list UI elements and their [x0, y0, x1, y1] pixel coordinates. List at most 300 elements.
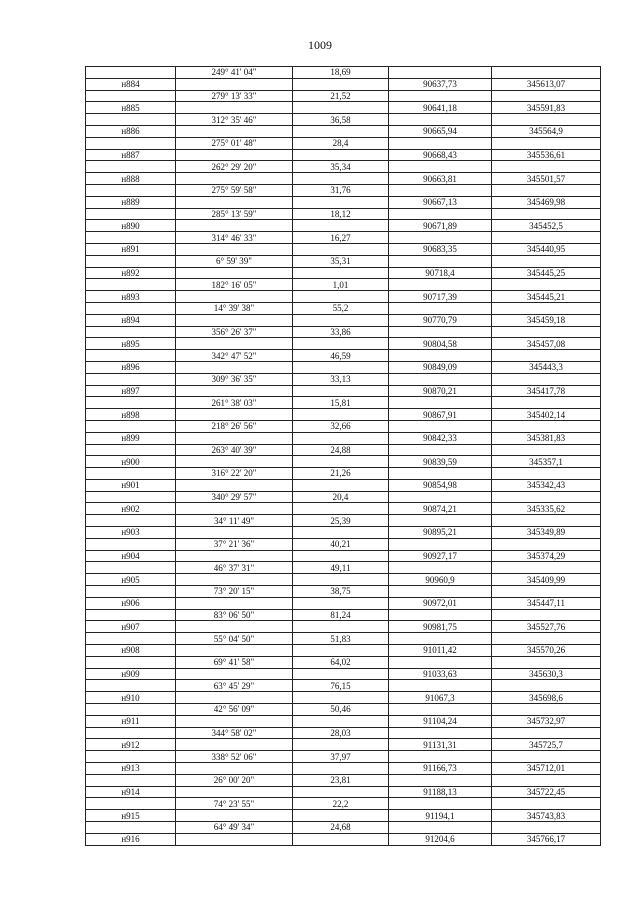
distance-cell: 33,86: [293, 326, 389, 338]
empty-cell: [293, 78, 389, 90]
x-coordinate-cell: 90668,43: [389, 149, 492, 161]
distance-cell: 21,52: [293, 90, 389, 102]
empty-cell: [492, 397, 601, 409]
distance-cell: 81,24: [293, 609, 389, 621]
empty-cell: [293, 314, 389, 326]
empty-cell: [86, 538, 176, 550]
segment-row: [86, 656, 601, 668]
segment-row: [86, 373, 601, 385]
empty-cell: [389, 633, 492, 645]
direction-angle-cell: 285° 13' 59": [176, 208, 293, 220]
point-name-cell: н903: [86, 527, 176, 539]
empty-cell: [86, 774, 176, 786]
x-coordinate-cell: 90867,91: [389, 409, 492, 421]
empty-cell: [176, 102, 293, 114]
empty-cell: [176, 243, 293, 255]
x-coordinate-cell: 90637,73: [389, 78, 492, 90]
empty-cell: [293, 456, 389, 468]
empty-cell: [293, 645, 389, 657]
empty-cell: [176, 597, 293, 609]
empty-cell: [293, 574, 389, 586]
y-coordinate-cell: 345445,25: [492, 267, 601, 279]
empty-cell: [293, 220, 389, 232]
x-coordinate-cell: 90981,75: [389, 621, 492, 633]
empty-cell: [293, 810, 389, 822]
direction-angle-cell: 356° 26' 37": [176, 326, 293, 338]
y-coordinate-cell: 345381,83: [492, 432, 601, 444]
point-name-cell: н904: [86, 550, 176, 562]
direction-angle-cell: 55° 04' 50": [176, 633, 293, 645]
point-row: [86, 291, 601, 303]
empty-cell: [492, 704, 601, 716]
direction-angle-cell: 275° 01' 48": [176, 137, 293, 149]
y-coordinate-cell: 345591,83: [492, 102, 601, 114]
point-row: [86, 574, 601, 586]
direction-angle-cell: 6° 59' 39": [176, 255, 293, 267]
distance-cell: 25,39: [293, 515, 389, 527]
empty-cell: [492, 137, 601, 149]
empty-cell: [176, 78, 293, 90]
empty-cell: [492, 538, 601, 550]
y-coordinate-cell: 345613,07: [492, 78, 601, 90]
point-name-cell: н910: [86, 692, 176, 704]
segment-row: [86, 515, 601, 527]
empty-cell: [176, 692, 293, 704]
direction-angle-cell: 279° 13' 33": [176, 90, 293, 102]
empty-cell: [492, 373, 601, 385]
point-name-cell: н884: [86, 78, 176, 90]
empty-cell: [86, 208, 176, 220]
empty-cell: [176, 432, 293, 444]
y-coordinate-cell: 345536,61: [492, 149, 601, 161]
empty-cell: [176, 173, 293, 185]
y-coordinate-cell: 345630,3: [492, 668, 601, 680]
point-name-cell: н905: [86, 574, 176, 586]
empty-cell: [389, 90, 492, 102]
point-row: [86, 243, 601, 255]
empty-cell: [389, 515, 492, 527]
distance-cell: 35,34: [293, 161, 389, 173]
direction-angle-cell: 261° 38' 03": [176, 397, 293, 409]
point-name-cell: н889: [86, 196, 176, 208]
segment-row: [86, 397, 601, 409]
segment-row: [86, 538, 601, 550]
x-coordinate-cell: 90874,21: [389, 503, 492, 515]
empty-cell: [293, 432, 389, 444]
empty-cell: [293, 786, 389, 798]
empty-cell: [389, 609, 492, 621]
empty-cell: [86, 751, 176, 763]
distance-cell: 16,27: [293, 232, 389, 244]
distance-cell: 23,81: [293, 774, 389, 786]
segment-row: [86, 184, 601, 196]
distance-cell: 37,97: [293, 751, 389, 763]
point-row: [86, 645, 601, 657]
direction-angle-cell: 263° 40' 39": [176, 444, 293, 456]
point-row: [86, 668, 601, 680]
point-row: [86, 527, 601, 539]
empty-cell: [389, 255, 492, 267]
distance-cell: 51,83: [293, 633, 389, 645]
x-coordinate-cell: 90895,21: [389, 527, 492, 539]
empty-cell: [293, 597, 389, 609]
y-coordinate-cell: 345743,83: [492, 810, 601, 822]
distance-cell: 31,76: [293, 184, 389, 196]
x-coordinate-cell: 91104,24: [389, 715, 492, 727]
empty-cell: [86, 232, 176, 244]
empty-cell: [293, 833, 389, 845]
y-coordinate-cell: 345457,08: [492, 338, 601, 350]
empty-cell: [86, 609, 176, 621]
empty-cell: [86, 822, 176, 834]
point-row: [86, 173, 601, 185]
empty-cell: [176, 409, 293, 421]
direction-angle-cell: 309° 36' 35": [176, 373, 293, 385]
empty-cell: [86, 161, 176, 173]
x-coordinate-cell: 91166,73: [389, 763, 492, 775]
y-coordinate-cell: 345443,3: [492, 361, 601, 373]
x-coordinate-cell: 90683,35: [389, 243, 492, 255]
empty-cell: [389, 538, 492, 550]
empty-cell: [86, 137, 176, 149]
empty-cell: [176, 739, 293, 751]
empty-cell: [293, 550, 389, 562]
empty-cell: [492, 232, 601, 244]
point-name-cell: н897: [86, 385, 176, 397]
empty-cell: [492, 562, 601, 574]
direction-angle-cell: 46° 37' 31": [176, 562, 293, 574]
direction-angle-cell: 182° 16' 05": [176, 279, 293, 291]
point-name-cell: н885: [86, 102, 176, 114]
empty-cell: [389, 822, 492, 834]
x-coordinate-cell: 90665,94: [389, 125, 492, 137]
direction-angle-cell: 312° 35' 46": [176, 114, 293, 126]
empty-cell: [492, 491, 601, 503]
direction-angle-cell: 262° 29' 20": [176, 161, 293, 173]
distance-cell: 21,26: [293, 468, 389, 480]
point-row: [86, 267, 601, 279]
empty-cell: [492, 633, 601, 645]
y-coordinate-cell: 345452,5: [492, 220, 601, 232]
direction-angle-cell: 34° 11' 49": [176, 515, 293, 527]
empty-cell: [176, 715, 293, 727]
empty-cell: [86, 90, 176, 102]
empty-cell: [86, 326, 176, 338]
empty-cell: [389, 373, 492, 385]
point-name-cell: н894: [86, 314, 176, 326]
y-coordinate-cell: 345564,9: [492, 125, 601, 137]
x-coordinate-cell: 90854,98: [389, 479, 492, 491]
point-name-cell: н916: [86, 833, 176, 845]
segment-row: [86, 562, 601, 574]
point-row: [86, 409, 601, 421]
point-row: [86, 385, 601, 397]
empty-cell: [492, 609, 601, 621]
empty-cell: [86, 468, 176, 480]
y-coordinate-cell: 345447,11: [492, 597, 601, 609]
distance-cell: 22,2: [293, 798, 389, 810]
segment-row: [86, 302, 601, 314]
y-coordinate-cell: 345335,62: [492, 503, 601, 515]
empty-cell: [389, 656, 492, 668]
empty-cell: [492, 774, 601, 786]
x-coordinate-cell: 90671,89: [389, 220, 492, 232]
point-row: [86, 621, 601, 633]
empty-cell: [176, 361, 293, 373]
empty-cell: [293, 243, 389, 255]
distance-cell: 24,68: [293, 822, 389, 834]
empty-cell: [176, 385, 293, 397]
segment-row: [86, 704, 601, 716]
empty-cell: [492, 727, 601, 739]
empty-cell: [176, 621, 293, 633]
segment-row: [86, 633, 601, 645]
empty-cell: [492, 90, 601, 102]
empty-cell: [176, 314, 293, 326]
segment-row: [86, 114, 601, 126]
y-coordinate-cell: 345349,89: [492, 527, 601, 539]
distance-cell: 49,11: [293, 562, 389, 574]
empty-cell: [492, 444, 601, 456]
y-coordinate-cell: 345409,99: [492, 574, 601, 586]
point-row: [86, 833, 601, 845]
point-name-cell: н911: [86, 715, 176, 727]
point-row: [86, 220, 601, 232]
empty-cell: [293, 149, 389, 161]
direction-angle-cell: 316° 22' 20": [176, 468, 293, 480]
empty-cell: [492, 255, 601, 267]
point-name-cell: н892: [86, 267, 176, 279]
point-name-cell: н907: [86, 621, 176, 633]
distance-cell: 55,2: [293, 302, 389, 314]
point-name-cell: н915: [86, 810, 176, 822]
empty-cell: [293, 527, 389, 539]
empty-cell: [86, 515, 176, 527]
point-name-cell: н909: [86, 668, 176, 680]
empty-cell: [86, 444, 176, 456]
distance-cell: 28,4: [293, 137, 389, 149]
empty-cell: [492, 161, 601, 173]
empty-cell: [389, 184, 492, 196]
empty-cell: [293, 196, 389, 208]
point-name-cell: н901: [86, 479, 176, 491]
empty-cell: [492, 586, 601, 598]
empty-cell: [492, 279, 601, 291]
direction-angle-cell: 73° 20' 15": [176, 586, 293, 598]
point-name-cell: н900: [86, 456, 176, 468]
direction-angle-cell: 342° 47' 52": [176, 350, 293, 362]
empty-cell: [389, 727, 492, 739]
empty-cell: [389, 326, 492, 338]
distance-cell: 1,01: [293, 279, 389, 291]
direction-angle-cell: 74° 23' 55": [176, 798, 293, 810]
empty-cell: [492, 420, 601, 432]
segment-row: [86, 137, 601, 149]
point-row: [86, 479, 601, 491]
point-name-cell: н891: [86, 243, 176, 255]
empty-cell: [176, 267, 293, 279]
point-name-cell: н893: [86, 291, 176, 303]
x-coordinate-cell: 90842,33: [389, 432, 492, 444]
point-row: [86, 692, 601, 704]
point-row: [86, 503, 601, 515]
empty-cell: [293, 173, 389, 185]
empty-cell: [176, 550, 293, 562]
empty-cell: [86, 114, 176, 126]
empty-cell: [176, 125, 293, 137]
empty-cell: [176, 149, 293, 161]
point-name-cell: н914: [86, 786, 176, 798]
segment-row: [86, 798, 601, 810]
segment-row: [86, 67, 601, 79]
empty-cell: [86, 562, 176, 574]
point-name-cell: н887: [86, 149, 176, 161]
y-coordinate-cell: 345725,7: [492, 739, 601, 751]
empty-cell: [86, 727, 176, 739]
distance-cell: 50,46: [293, 704, 389, 716]
empty-cell: [86, 397, 176, 409]
empty-cell: [389, 562, 492, 574]
distance-cell: 20,4: [293, 491, 389, 503]
y-coordinate-cell: 345342,43: [492, 479, 601, 491]
empty-cell: [389, 397, 492, 409]
empty-cell: [86, 373, 176, 385]
empty-cell: [293, 621, 389, 633]
empty-cell: [492, 751, 601, 763]
point-name-cell: н895: [86, 338, 176, 350]
point-name-cell: н899: [86, 432, 176, 444]
distance-cell: 64,02: [293, 656, 389, 668]
y-coordinate-cell: 345440,95: [492, 243, 601, 255]
empty-cell: [176, 645, 293, 657]
y-coordinate-cell: 345570,26: [492, 645, 601, 657]
y-coordinate-cell: 345459,18: [492, 314, 601, 326]
segment-row: [86, 751, 601, 763]
x-coordinate-cell: 90717,39: [389, 291, 492, 303]
direction-angle-cell: 69° 41' 58": [176, 656, 293, 668]
empty-cell: [293, 739, 389, 751]
point-row: [86, 78, 601, 90]
point-name-cell: н902: [86, 503, 176, 515]
empty-cell: [176, 291, 293, 303]
distance-cell: 24,88: [293, 444, 389, 456]
distance-cell: 15,81: [293, 397, 389, 409]
y-coordinate-cell: 345766,17: [492, 833, 601, 845]
x-coordinate-cell: 90667,13: [389, 196, 492, 208]
x-coordinate-cell: 90641,18: [389, 102, 492, 114]
empty-cell: [176, 479, 293, 491]
empty-cell: [176, 338, 293, 350]
empty-cell: [492, 350, 601, 362]
point-name-cell: н886: [86, 125, 176, 137]
y-coordinate-cell: 345501,57: [492, 173, 601, 185]
x-coordinate-cell: 90927,17: [389, 550, 492, 562]
direction-angle-cell: 83° 06' 50": [176, 609, 293, 621]
empty-cell: [293, 361, 389, 373]
point-row: [86, 314, 601, 326]
x-coordinate-cell: 91194,1: [389, 810, 492, 822]
segment-row: [86, 774, 601, 786]
segment-row: [86, 161, 601, 173]
point-row: [86, 125, 601, 137]
empty-cell: [492, 680, 601, 692]
empty-cell: [293, 715, 389, 727]
point-row: [86, 361, 601, 373]
y-coordinate-cell: 345712,01: [492, 763, 601, 775]
direction-angle-cell: 314° 46' 33": [176, 232, 293, 244]
x-coordinate-cell: 91033,63: [389, 668, 492, 680]
direction-angle-cell: 344° 58' 02": [176, 727, 293, 739]
empty-cell: [389, 444, 492, 456]
empty-cell: [86, 704, 176, 716]
y-coordinate-cell: 345732,97: [492, 715, 601, 727]
distance-cell: 46,59: [293, 350, 389, 362]
segment-row: [86, 420, 601, 432]
direction-angle-cell: 26° 00' 20": [176, 774, 293, 786]
empty-cell: [389, 137, 492, 149]
empty-cell: [389, 67, 492, 79]
point-row: [86, 810, 601, 822]
direction-angle-cell: 37° 21' 36": [176, 538, 293, 550]
y-coordinate-cell: 345722,45: [492, 786, 601, 798]
empty-cell: [86, 491, 176, 503]
empty-cell: [389, 161, 492, 173]
y-coordinate-cell: 345698,6: [492, 692, 601, 704]
empty-cell: [86, 633, 176, 645]
empty-cell: [492, 468, 601, 480]
empty-cell: [389, 350, 492, 362]
empty-cell: [293, 692, 389, 704]
distance-cell: 76,15: [293, 680, 389, 692]
point-name-cell: н906: [86, 597, 176, 609]
empty-cell: [389, 586, 492, 598]
coordinates-table-body: [86, 67, 601, 846]
x-coordinate-cell: 90960,9: [389, 574, 492, 586]
empty-cell: [176, 220, 293, 232]
y-coordinate-cell: 345527,76: [492, 621, 601, 633]
empty-cell: [86, 67, 176, 79]
empty-cell: [389, 420, 492, 432]
empty-cell: [389, 774, 492, 786]
direction-angle-cell: 340° 29' 57": [176, 491, 293, 503]
empty-cell: [86, 680, 176, 692]
point-row: [86, 597, 601, 609]
point-row: [86, 456, 601, 468]
empty-cell: [86, 255, 176, 267]
segment-row: [86, 609, 601, 621]
x-coordinate-cell: 90663,81: [389, 173, 492, 185]
segment-row: [86, 468, 601, 480]
point-row: [86, 550, 601, 562]
point-name-cell: н890: [86, 220, 176, 232]
empty-cell: [86, 184, 176, 196]
distance-cell: 38,75: [293, 586, 389, 598]
empty-cell: [389, 232, 492, 244]
y-coordinate-cell: 345357,1: [492, 456, 601, 468]
empty-cell: [389, 208, 492, 220]
y-coordinate-cell: 345417,78: [492, 385, 601, 397]
empty-cell: [389, 680, 492, 692]
empty-cell: [86, 586, 176, 598]
empty-cell: [176, 196, 293, 208]
direction-angle-cell: 218° 26' 56": [176, 420, 293, 432]
empty-cell: [389, 279, 492, 291]
empty-cell: [176, 574, 293, 586]
empty-cell: [293, 409, 389, 421]
point-name-cell: н888: [86, 173, 176, 185]
empty-cell: [492, 798, 601, 810]
x-coordinate-cell: 91188,13: [389, 786, 492, 798]
